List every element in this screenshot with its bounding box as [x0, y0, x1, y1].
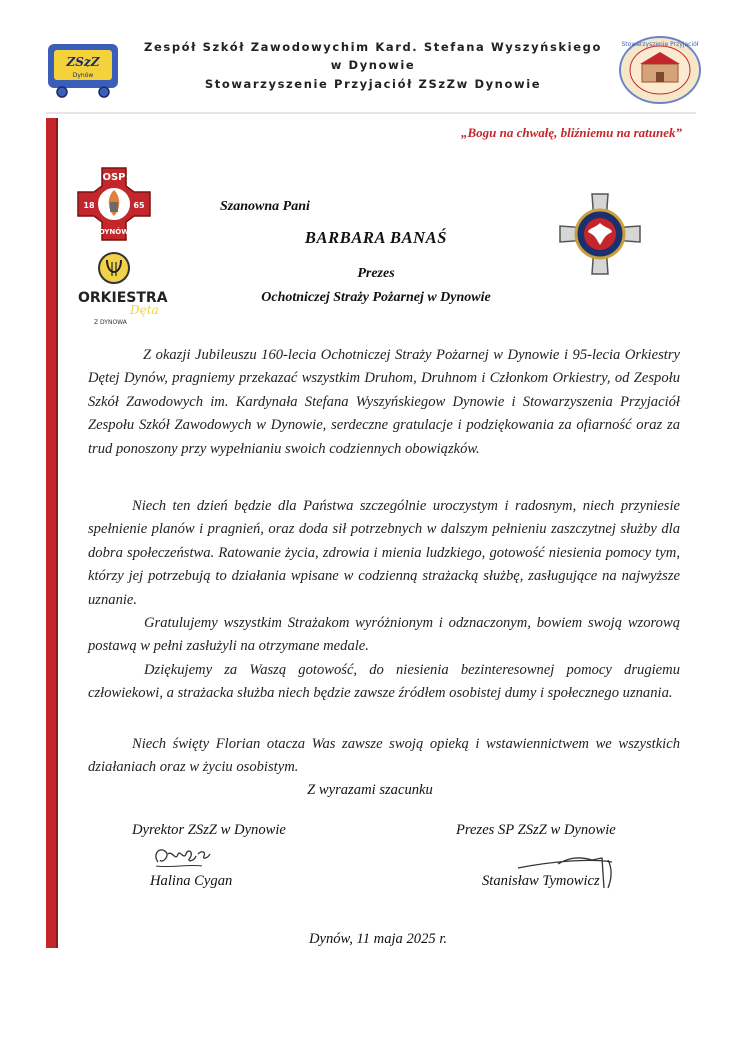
salutation: Szanowna Pani — [220, 199, 310, 214]
date-line: Dynów, 11 maja 2025 r. — [308, 931, 448, 947]
motto: „Bogu na chwałę, bliźniemu na ratunek” — [460, 125, 682, 140]
header-divider — [46, 112, 696, 114]
letter-paragraph: Gratulujemy wszystkim Strażakom wyróżnionym i odznaczonym, bowiem swoją wzorową postawą w pełni zasłużyli na otrzymane medale. — [88, 615, 680, 655]
orchestra-script: Dęta — [130, 303, 159, 317]
osp-year-right: 65 — [133, 201, 145, 210]
friends-seal-text: Stowarzyszenie Przyjaciół — [621, 41, 699, 48]
closing-phrase: Z wyrazami szacunku — [307, 782, 433, 798]
orchestra-logo — [76, 252, 176, 328]
school-logo-text: ZSzZ — [66, 55, 100, 69]
school-logo — [46, 40, 120, 98]
state-fire-service-emblem — [558, 192, 642, 276]
letter-paragraph: Dziękujemy za Waszą gotowość, do niesienia bezinteresownej pomocy drugiemu człowiekowi, a strażacka służba niech będzie zawsze źródłem osobistej dumy i społecznego uznania. — [88, 662, 680, 702]
signatory-left-name: Halina Cygan — [150, 873, 233, 889]
osp-year-left: 18 — [83, 201, 95, 210]
signatory-left-title: Dyrektor ZSzZ w Dynowie — [132, 822, 286, 838]
osp-town: DYNÓW — [99, 228, 129, 236]
recipient-organization: Ochotniczej Straży Pożarnej w Dynowie — [261, 290, 491, 305]
recipient-role: Prezes — [357, 266, 395, 281]
letter-paragraph: Niech ten dzień będzie dla Państwa szczególnie uroczystym i radosnym, niech przyniesie spełnienie planów i pragnień, oraz doda sił potrzebnych w dalszym pełnieniu zaszczytnej służby dla dobra społeczeństwa. Ratowanie życia, zdrowia i mienia ludzkiego, gotowość niesienia pomocy tym, którzy jej potrzebują to działania wpisane w codzienną strażacką służbę, zasługujące na najwyższe uznanie. — [88, 498, 680, 608]
letter-paragraph: Niech święty Florian otacza Was zawsze swoją opieką i wstawiennictwem we wszystkich działaniach oraz w życiu osobistym. — [88, 736, 680, 776]
signature-left-handwritten — [150, 840, 220, 872]
header-association: Stowarzyszenie Przyjaciół ZSzZw Dynowie — [204, 77, 542, 91]
school-logo-subtext: Dynów — [72, 72, 94, 79]
signatory-right-title: Prezes SP ZSzZ w Dynowie — [456, 822, 616, 838]
signatory-right-name: Stanisław Tymowicz — [482, 873, 600, 889]
friends-association-seal — [618, 34, 702, 106]
osp-fire-brigade-logo — [76, 166, 152, 242]
recipient-name: BARBARA BANAŚ — [304, 228, 448, 247]
osp-label: OSP — [102, 172, 126, 183]
header-location: w Dynowie — [330, 58, 416, 72]
letter-paragraph: Z okazji Jubileuszu 160-lecia Ochotniczej Straży Pożarnej w Dynowie i 95-lecia Orkiestry Dętej Dynów, pragniemy przekazać wszystkim Druhom, Druhnom i Członkom Orkiestry, od Zespołu Szkół Zawodowych im. Kardynała Stefana Wyszyńskiegow Dynowie i Stowarzyszenia Przyjaciół Zespołu Szkół Zawodowych w Dynowie, serdeczne gratulacje i podziękowania za ofiarność oraz za trud ponoszony przy wypełnianiu swoich codziennych obowiązków. — [88, 347, 680, 457]
orchestra-sub: Z DYNOWA — [94, 319, 127, 326]
red-side-band-edge — [56, 118, 58, 948]
orchestra-name: ORKIESTRA — [78, 290, 168, 306]
red-side-band — [46, 118, 56, 948]
header-school-name: Zespół Szkół Zawodowychim Kard. Stefana Wyszyńskiego — [144, 40, 602, 54]
